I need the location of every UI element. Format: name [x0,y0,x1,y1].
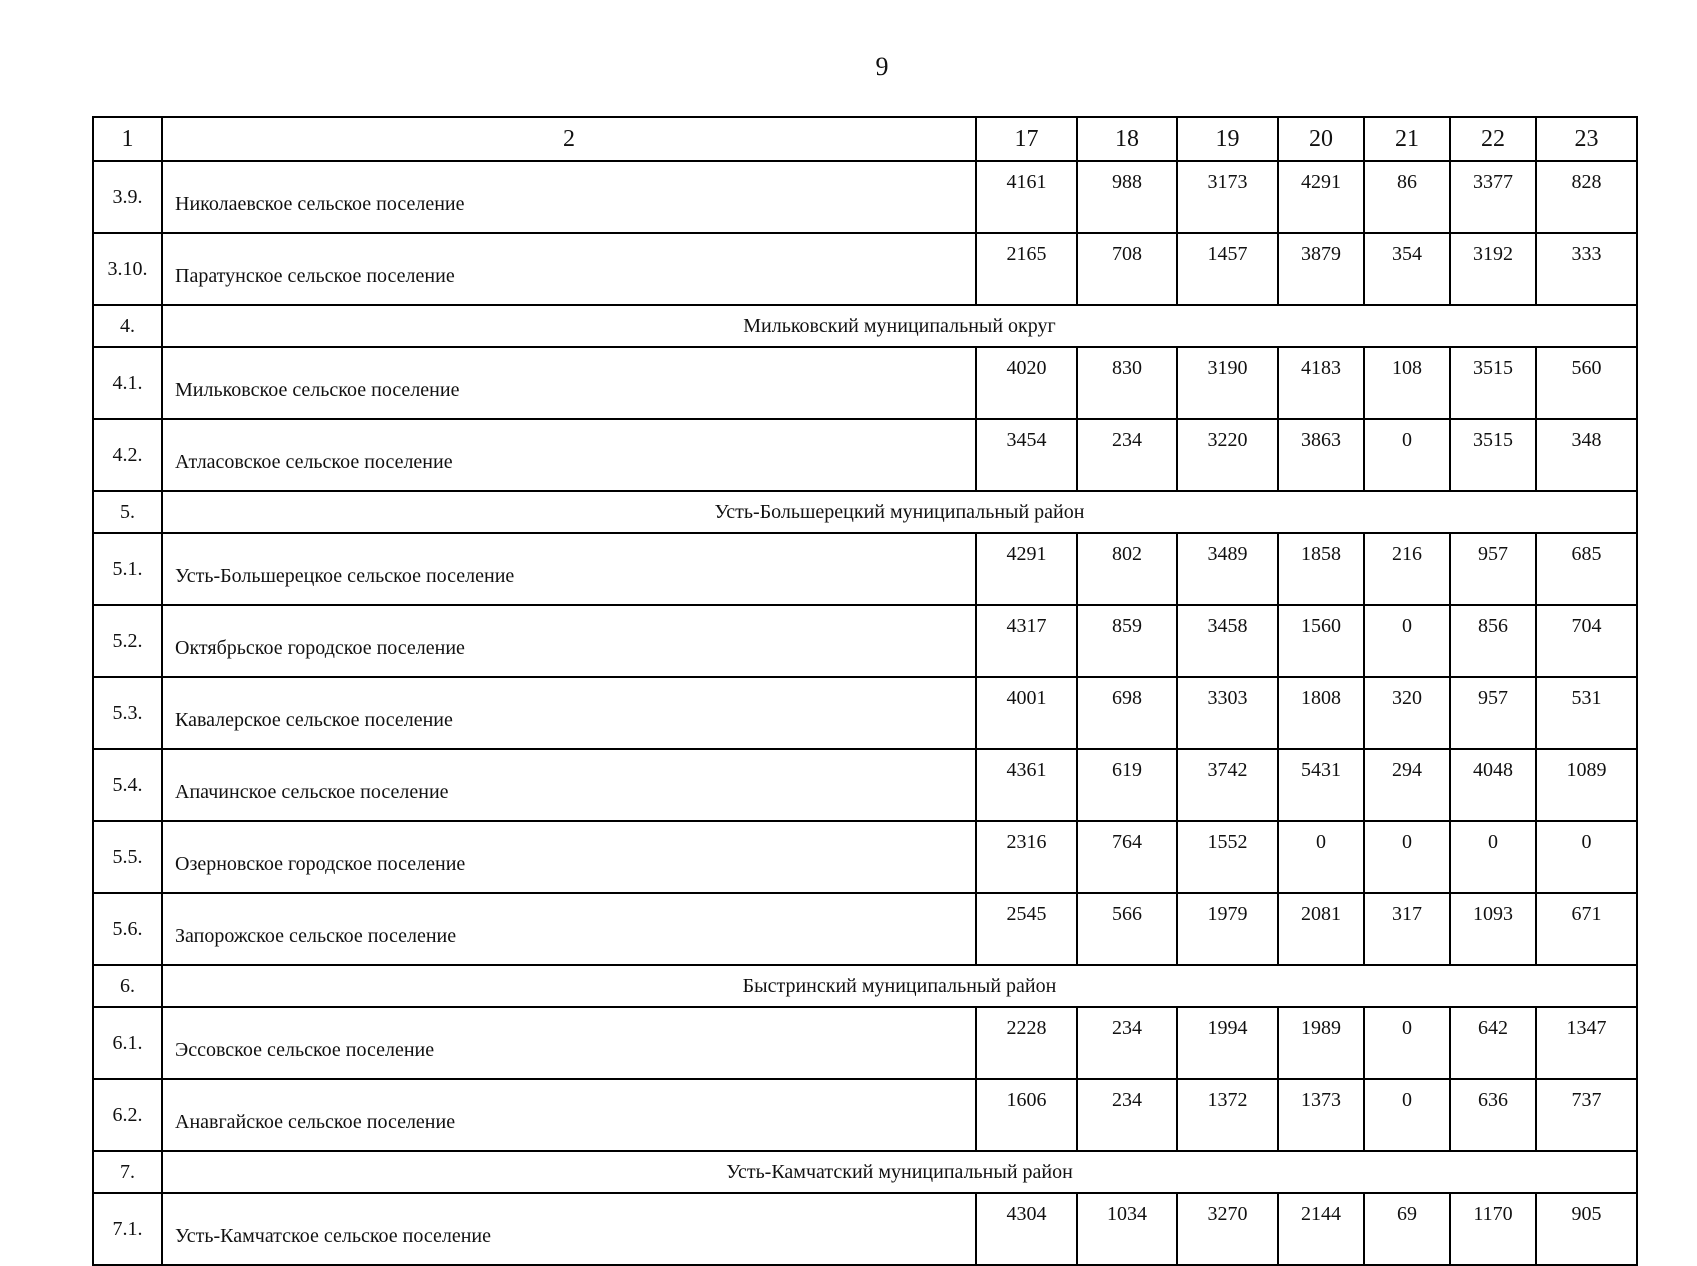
settlement-name-cell: Атласовское сельское поселение [162,419,976,491]
section-row [93,1151,1637,1193]
settlement-name-cell: Паратунское сельское поселение [162,233,976,305]
settlement-name-cell: Запорожское сельское поселение [162,893,976,965]
value-cell: 1372 [1177,1079,1278,1151]
value-cell: 1034 [1077,1193,1177,1265]
settlement-name-cell: Октябрьское городское поселение [162,605,976,677]
value-cell: 619 [1077,749,1177,821]
section-title-cell: Усть-Большерецкий муниципальный район [162,491,1637,533]
value-cell: 4183 [1278,347,1364,419]
value-cell: 636 [1450,1079,1536,1151]
value-cell: 4361 [976,749,1077,821]
value-cell: 560 [1536,347,1637,419]
value-cell: 830 [1077,347,1177,419]
section-row [93,305,1637,347]
value-cell: 5431 [1278,749,1364,821]
value-cell: 1560 [1278,605,1364,677]
section-title-cell: Усть-Камчатский муниципальный район [162,1151,1637,1193]
value-cell: 0 [1364,419,1450,491]
section-title-cell: Мильковский муниципальный округ [162,305,1637,347]
value-cell: 957 [1450,533,1536,605]
value-cell: 2144 [1278,1193,1364,1265]
value-cell: 856 [1450,605,1536,677]
header-cell: 17 [976,117,1077,161]
value-cell: 1089 [1536,749,1637,821]
value-cell: 354 [1364,233,1450,305]
value-cell: 1347 [1536,1007,1637,1079]
header-cell: 20 [1278,117,1364,161]
value-cell: 0 [1364,821,1450,893]
value-cell: 3173 [1177,161,1278,233]
value-cell: 671 [1536,893,1637,965]
row-number-cell: 5.2. [93,605,162,677]
header-cell: 19 [1177,117,1278,161]
value-cell: 234 [1077,1079,1177,1151]
row-number-cell: 7. [93,1151,162,1193]
table-header-row [93,117,1637,161]
row-number-cell: 3.10. [93,233,162,305]
value-cell: 1373 [1278,1079,1364,1151]
section-row [93,965,1637,1007]
row-number-cell: 5.3. [93,677,162,749]
value-cell: 828 [1536,161,1637,233]
page-number: 9 [875,52,889,81]
value-cell: 3515 [1450,419,1536,491]
value-cell: 3220 [1177,419,1278,491]
value-cell: 642 [1450,1007,1536,1079]
settlement-name-cell: Анавгайское сельское поселение [162,1079,976,1151]
value-cell: 333 [1536,233,1637,305]
value-cell: 294 [1364,749,1450,821]
value-cell: 320 [1364,677,1450,749]
table-row [93,1079,1637,1151]
value-cell: 3863 [1278,419,1364,491]
value-cell: 0 [1364,1007,1450,1079]
row-number-cell: 6.2. [93,1079,162,1151]
table-body [93,117,1637,1265]
value-cell: 704 [1536,605,1637,677]
value-cell: 0 [1536,821,1637,893]
value-cell: 708 [1077,233,1177,305]
data-table-container [92,116,1638,1266]
section-row [93,491,1637,533]
header-cell: 18 [1077,117,1177,161]
value-cell: 234 [1077,1007,1177,1079]
value-cell: 216 [1364,533,1450,605]
row-number-cell: 4. [93,305,162,347]
value-cell: 859 [1077,605,1177,677]
value-cell: 1170 [1450,1193,1536,1265]
value-cell: 2081 [1278,893,1364,965]
value-cell: 317 [1364,893,1450,965]
value-cell: 1552 [1177,821,1278,893]
value-cell: 3489 [1177,533,1278,605]
value-cell: 3879 [1278,233,1364,305]
value-cell: 3515 [1450,347,1536,419]
value-cell: 4001 [976,677,1077,749]
value-cell: 4291 [1278,161,1364,233]
row-number-cell: 4.2. [93,419,162,491]
settlement-name-cell: Усть-Камчатское сельское поселение [162,1193,976,1265]
table-row [93,605,1637,677]
row-number-cell: 6.1. [93,1007,162,1079]
table-row [93,161,1637,233]
value-cell: 0 [1364,605,1450,677]
row-number-cell: 3.9. [93,161,162,233]
value-cell: 0 [1450,821,1536,893]
settlement-name-cell: Кавалерское сельское поселение [162,677,976,749]
table-row [93,749,1637,821]
table-row [93,893,1637,965]
settlement-name-cell: Мильковское сельское поселение [162,347,976,419]
value-cell: 1808 [1278,677,1364,749]
table-row [93,233,1637,305]
value-cell: 3742 [1177,749,1278,821]
settlement-name-cell: Апачинское сельское поселение [162,749,976,821]
value-cell: 3377 [1450,161,1536,233]
value-cell: 1093 [1450,893,1536,965]
value-cell: 4304 [976,1193,1077,1265]
data-table [92,116,1638,1266]
table-row [93,419,1637,491]
value-cell: 1858 [1278,533,1364,605]
table-row [93,821,1637,893]
value-cell: 234 [1077,419,1177,491]
table-row [93,1193,1637,1265]
header-cell: 2 [162,117,976,161]
header-cell: 21 [1364,117,1450,161]
value-cell: 566 [1077,893,1177,965]
value-cell: 1994 [1177,1007,1278,1079]
row-number-cell: 6. [93,965,162,1007]
value-cell: 685 [1536,533,1637,605]
value-cell: 3190 [1177,347,1278,419]
value-cell: 1606 [976,1079,1077,1151]
settlement-name-cell: Усть-Большерецкое сельское поселение [162,533,976,605]
value-cell: 4317 [976,605,1077,677]
settlement-name-cell: Эссовское сельское поселение [162,1007,976,1079]
header-cell: 1 [93,117,162,161]
value-cell: 2545 [976,893,1077,965]
value-cell: 3192 [1450,233,1536,305]
table-row [93,347,1637,419]
value-cell: 531 [1536,677,1637,749]
value-cell: 108 [1364,347,1450,419]
section-title-cell: Быстринский муниципальный район [162,965,1637,1007]
value-cell: 2165 [976,233,1077,305]
table-row [93,1007,1637,1079]
value-cell: 3454 [976,419,1077,491]
value-cell: 0 [1278,821,1364,893]
value-cell: 69 [1364,1193,1450,1265]
settlement-name-cell: Озерновское городское поселение [162,821,976,893]
row-number-cell: 5.4. [93,749,162,821]
value-cell: 348 [1536,419,1637,491]
row-number-cell: 5.5. [93,821,162,893]
row-number-cell: 5. [93,491,162,533]
value-cell: 905 [1536,1193,1637,1265]
value-cell: 764 [1077,821,1177,893]
table-row [93,677,1637,749]
header-cell: 22 [1450,117,1536,161]
value-cell: 1979 [1177,893,1278,965]
value-cell: 86 [1364,161,1450,233]
value-cell: 957 [1450,677,1536,749]
header-cell: 23 [1536,117,1637,161]
value-cell: 802 [1077,533,1177,605]
value-cell: 4020 [976,347,1077,419]
value-cell: 4048 [1450,749,1536,821]
value-cell: 3303 [1177,677,1278,749]
row-number-cell: 7.1. [93,1193,162,1265]
value-cell: 1989 [1278,1007,1364,1079]
row-number-cell: 4.1. [93,347,162,419]
value-cell: 988 [1077,161,1177,233]
value-cell: 737 [1536,1079,1637,1151]
value-cell: 0 [1364,1079,1450,1151]
value-cell: 3458 [1177,605,1278,677]
row-number-cell: 5.6. [93,893,162,965]
table-row [93,533,1637,605]
value-cell: 1457 [1177,233,1278,305]
value-cell: 2228 [976,1007,1077,1079]
settlement-name-cell: Николаевское сельское поселение [162,161,976,233]
value-cell: 2316 [976,821,1077,893]
value-cell: 698 [1077,677,1177,749]
value-cell: 3270 [1177,1193,1278,1265]
row-number-cell: 5.1. [93,533,162,605]
value-cell: 4161 [976,161,1077,233]
value-cell: 4291 [976,533,1077,605]
